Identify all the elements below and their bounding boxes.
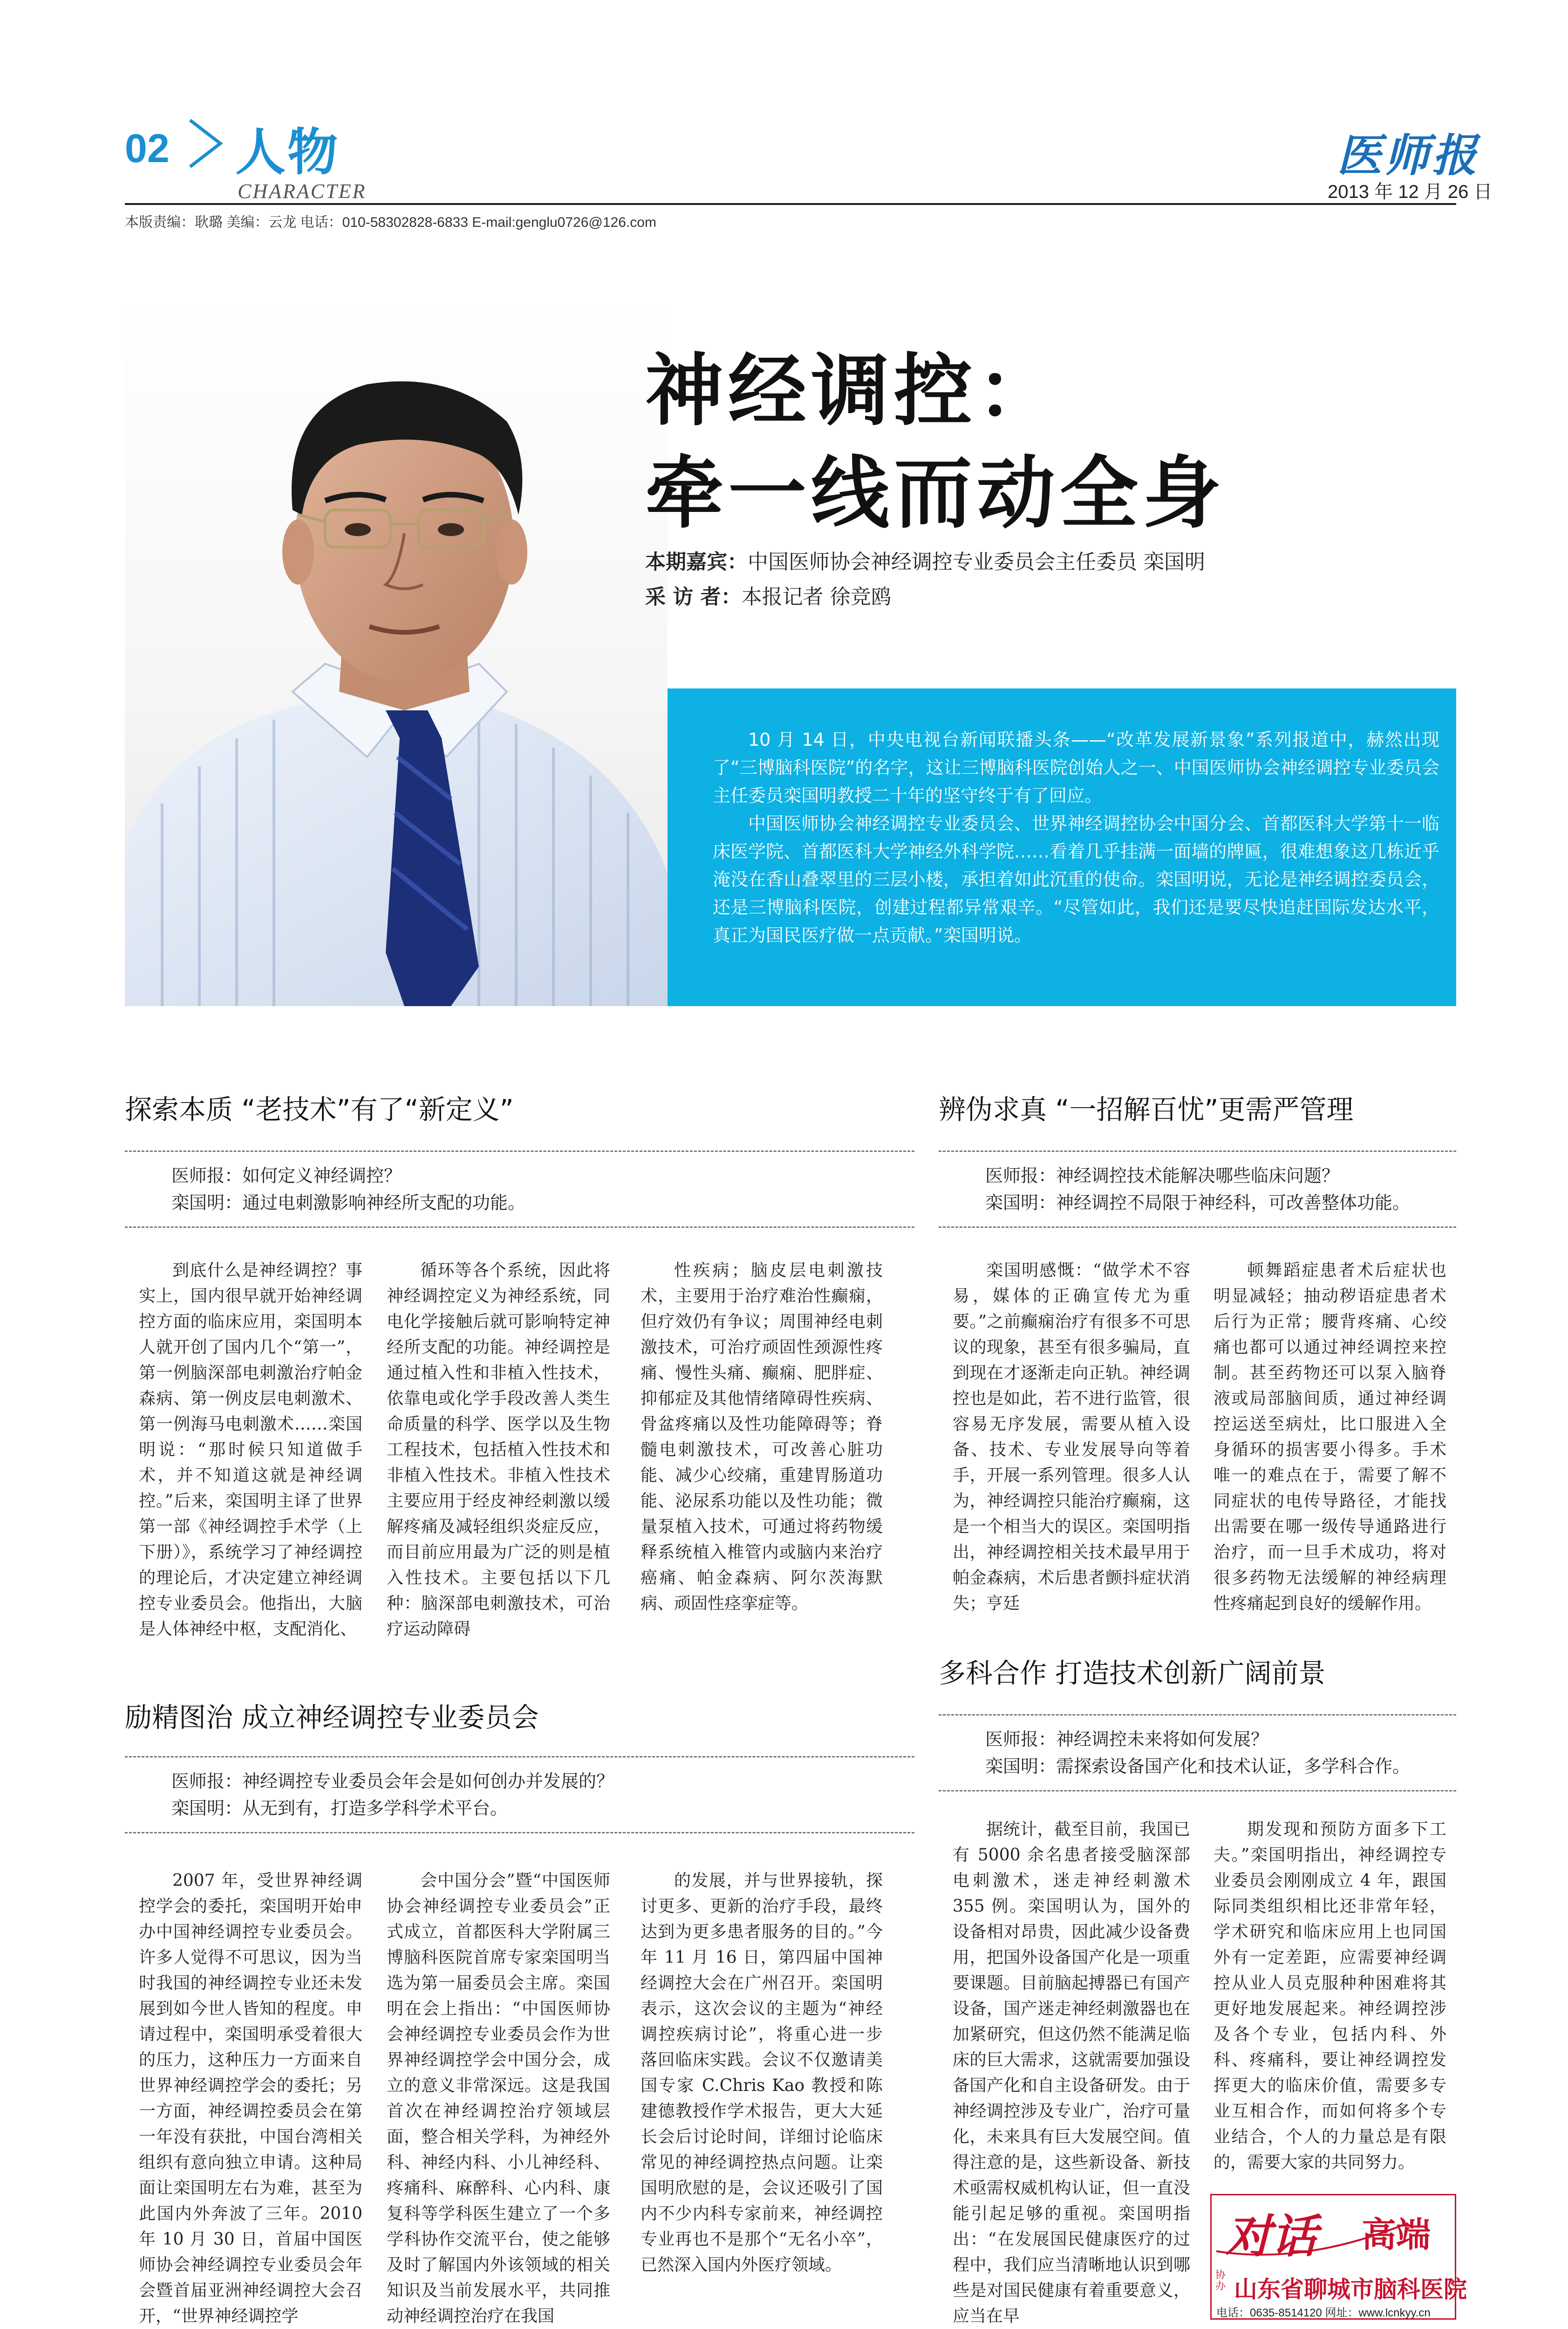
question: 医师报：神经调控未来将如何发展？ — [985, 1729, 1269, 1750]
question: 医师报：神经调控技术能解决哪些临床问题？ — [985, 1165, 1340, 1186]
headline-line-2: 牵一线而动全身 — [645, 448, 1226, 539]
article-text: 栾国明感慨：“做学术不容易，媒体的正确宣传尤为重要。”之前癫痫治疗有很多不可思议的现象，甚至有很多骗局，直到现在才逐渐走向正轨。神经调控也是如此，若不进行监管，很容易无序发展，需要从植入设备、技术、专业发展导向等着手，开展一系列管理。很多人认为，神经调控只能治疗癫痫，这是一个相当大的误区。栾国明指出，神经调控相关技术最早用于帕金森病，术后患者颤抖症状消失；亨廷 — [953, 1261, 1190, 1613]
answer: 栾国明：从无到有，打造多学科学术平台。 — [171, 1798, 508, 1818]
hospital-contact: 电话：0635-8514120 网址：www.lcnkyy.cn — [1216, 2307, 1431, 2319]
guest-label: 本期嘉宾： — [645, 550, 748, 574]
co-organizer-label: 协办 — [1215, 2269, 1226, 2292]
hospital-name: 山东省聊城市脑科医院 — [1234, 2276, 1467, 2303]
qa-box — [125, 1151, 914, 1228]
guest-line — [645, 545, 1205, 575]
article-column — [139, 1258, 362, 1642]
article-text: 的发展，并与世界接轨，探讨更多、更新的治疗手段，最终达到为更多患者服务的目的。”今年 11 月 16 日，第四届中国神经调控大会在广州召开。栾国明表示，这次会议的主题为“神经调控疾病讨论”，将重心进一步落回临床实践。会议不仅邀请美国专家 C.Chris Kao 教授和陈建德教授作学术报告，更大大延长会后讨论时间，详细讨论临床常见的神经调控热点问题。让栾国明欣慰的是，会议还吸引了国内不少内科专家前来，神经调控专业再也不是那个“无名小卒”，已然深入国内外医疗领域。 — [641, 1871, 883, 2275]
reporter-label: 采 访 者： — [645, 585, 742, 609]
article-text: 到底什么是神经调控？事实上，国内很早就开始神经调控方面的临床应用，栾国明本人就开创了国内几个“第一”，第一例脑深部电刺激治疗帕金森病、第一例皮层电刺激术、第一例海马电刺激术……栾国明说：“那时候只知道做手术，并不知道这就是神经调控。”后来，栾国明主译了世界第一部《神经调控手术学（上下册）》，系统学习了神经调控的理论后，才决定建立神经调控专业委员会。他指出，大脑是人体神经中枢，支配消化、 — [139, 1261, 362, 1639]
article-column — [139, 1868, 362, 2329]
high-end-label: 高端 — [1362, 2215, 1431, 2255]
question: 医师报：神经调控专业委员会年会是如何创办并发展的？ — [171, 1771, 614, 1791]
headline-line-1: 神经调控： — [645, 345, 1060, 436]
qa-box — [939, 1151, 1456, 1228]
answer: 栾国明：神经调控不局限于神经科，可改善整体功能。 — [985, 1192, 1411, 1213]
guest-name: 中国医师协会神经调控专业委员会主任委员 栾国明 — [748, 550, 1205, 574]
section-heading-cooperation: 多科合作 打造技术创新广阔前景 — [939, 1657, 1326, 1689]
article-text: 顿舞蹈症患者术后症状也明显减轻；抽动秽语症患者术后行为正常；腰背疼痛、心绞痛也都可以通过神经调控来控制。甚至药物还可以泵入脑脊液或局部脑间质，通过神经调控运送至病灶，比口服进入全身循环的损害要小得多。手术唯一的难点在于，需要了解不同症状的电传导路径，才能找出需要在哪一级传导通路进行治疗，而一旦手术成功，将对很多药物无法缓解的神经病理性疼痛起到良好的缓解作用。 — [1213, 1261, 1446, 1613]
article-column — [1213, 1817, 1446, 2175]
section-heading-definition: 探索本质 “老技术”有了“新定义” — [125, 1094, 514, 1125]
section-heading-committee: 励精图治 成立神经调控专业委员会 — [125, 1702, 539, 1733]
newspaper-logo: 医师报 — [1337, 129, 1479, 182]
sponsor-box — [1210, 2194, 1467, 2320]
article-text: 期发现和预防方面多下工夫。”栾国明指出，神经调控专业委员会刚刚成立 4 年，跟国际同类组织相比还非常年轻，学术研究和临床应用上也同国外有一定差距，应需要神经调控从业人员克服种种困难将其更好地发展起来。神经调控涉及各个专业，包括内科、外科、疼痛科，要让神经调控发挥更大的临床价值，需要多专业互相合作，而如何将多个专业结合，个人的力量总是有限的，需要大家的共同努力。 — [1213, 1820, 1446, 2172]
lead-paragraph: 10 月 14 日，中央电视台新闻联播头条——“改革发展新景象”系列报道中，赫然出现了“三博脑科医院”的名字，这让三博脑科医院创始人之一、中国医师协会神经调控专业委员会主任委员栾国明教授二十年的坚守终于有了回应。 — [713, 729, 1439, 806]
reporter-name: 本报记者 徐竞鸥 — [741, 585, 892, 609]
editor-credits: 本版责编：耿璐 美编：云龙 电话：010-58302828-6833 E-mail:genglu0726@126.com — [125, 215, 656, 230]
section-title: 人物 — [235, 123, 340, 182]
article-column — [641, 1258, 883, 1616]
article-column — [387, 1868, 610, 2329]
sponsor-banner — [1212, 2195, 1455, 2265]
article-column — [953, 1258, 1190, 1616]
answer: 栾国明：通过电刺激影响神经所支配的功能。 — [171, 1192, 526, 1213]
question: 医师报：如何定义神经调控？ — [171, 1165, 402, 1186]
article-column — [953, 1817, 1190, 2329]
section-heading-management: 辨伪求真 “一招解百忧”更需严管理 — [939, 1094, 1354, 1125]
article-text: 性疾病；脑皮层电刺激技术，主要用于治疗难治性癫痫，但疗效仍有争议；周围神经电刺激技术，可治疗顽固性颈源性疼痛、慢性头痛、癫痫、肥胖症、抑郁症及其他情绪障碍性疾病、骨盆疼痛以及性功能障碍等；脊髓电刺激技术，可改善心脏功能、减少心绞痛，重建胃肠道功能、泌尿系功能以及性功能；微量泵植入技术，可通过将药物缓释系统植入椎管内或脑内来治疗癌痛、帕金森病、阿尔茨海默病、顽固性痉挛症等。 — [641, 1261, 883, 1613]
article-text: 据统计，截至目前，我国已有 5000 余名患者接受脑深部电刺激术，迷走神经刺激术 355 例。栾国明认为，国外的设备相对昂贵，因此减少设备费用，把国外设备国产化是一项重要课题。目前脑起搏器已有国产设备，国产迷走神经刺激器也在加紧研究，但这仍然不能满足临床的巨大需求，这就需要加强设备国产化和自主设备研发。由于神经调控涉及专业广，治疗可量化，未来具有巨大发展空间。值得注意的是，这些新设备、新技术亟需权威机构认证，但一直没能引起足够的重视。栾国明指出：“在发展国民健康医疗的过程中，我们应当清晰地认识到哪些是对国民健康有着重要意义，应当在早 — [953, 1820, 1190, 2326]
article-text: 2007 年，受世界神经调控学会的委托，栾国明开始申办中国神经调控专业委员会。许多人觉得不可思议，因为当时我国的神经调控专业还未发展到如今世人皆知的程度。申请过程中，栾国明承受着很大的压力，这种压力一方面来自世界神经调控学会的委托；另一方面，神经调控委员会在第一年没有获批，中国台湾相关组织有意向独立申请。这种局面让栾国明左右为难，甚至为此国内外奔波了三年。2010 年 10 月 30 日，首届中国医师协会神经调控专业委员会年会暨首届亚洲神经调控大会召开，“世界神经调控学 — [139, 1871, 362, 2326]
qa-box — [939, 1714, 1456, 1791]
portrait-photo — [125, 291, 668, 1006]
lead-text — [713, 726, 1439, 949]
qa-box — [125, 1756, 914, 1833]
answer: 栾国明：需探索设备国产化和技术认证，多学科合作。 — [985, 1756, 1411, 1777]
article-column — [1213, 1258, 1446, 1616]
article-text: 循环等各个系统，因此将神经调控定义为神经系统，同电化学接触后就可影响特定神经所支配的功能。神经调控是通过植入性和非植入性技术，依靠电或化学手段改善人类生命质量的科学、医学以及生物工程技术，包括植入性技术和非植入性技术。非植入性技术主要应用于经皮神经刺激以缓解疼痛及减轻组织炎症反应，而目前应用最为广泛的则是植入性技术。主要包括以下几种：脑深部电刺激技术，可治疗运动障碍 — [387, 1261, 610, 1639]
chevron-right-icon — [185, 116, 227, 171]
article-column — [387, 1258, 610, 1642]
dialog-label: 对话 — [1226, 2210, 1317, 2263]
page-number: 02 — [125, 126, 170, 171]
section-subtitle: CHARACTER — [238, 180, 367, 203]
reporter-line — [645, 580, 892, 610]
article-text: 会中国分会”暨“中国医师协会神经调控专业委员会”正式成立，首都医科大学附属三博脑科医院首席专家栾国明当选为第一届委员会主席。栾国明在会上指出：“中国医师协会神经调控专业委员会作为世界神经调控学会中国分会，成立的意义非常深远。这是我国首次在神经调控治疗领域层面，整合相关学科，为神经外科、神经内科、小儿神经科、疼痛科、麻醉科、心内科、康复科等学科医生建立了一个多学科协作交流平台，使之能够及时了解国内外该领域的相关知识及当前发展水平，共同推动神经调控治疗在我国 — [387, 1871, 610, 2326]
article-column — [641, 1868, 883, 2278]
issue-date: 2013 年 12 月 26 日 — [1328, 182, 1493, 202]
header-rule — [125, 203, 1456, 205]
lead-paragraph: 中国医师协会神经调控专业委员会、世界神经调控协会中国分会、首都医科大学第十一临床医学院、首都医科大学神经外科学院……看着几乎挂满一面墙的牌匾，很难想象这几栋近乎淹没在香山叠翠里的三层小楼，承担着如此沉重的使命。栾国明说，无论是神经调控委员会，还是三博脑科医院，创建过程都异常艰辛。“尽管如此，我们还是要尽快追赶国际发达水平，真正为国民医疗做一点贡献。”栾国明说。 — [713, 813, 1439, 946]
